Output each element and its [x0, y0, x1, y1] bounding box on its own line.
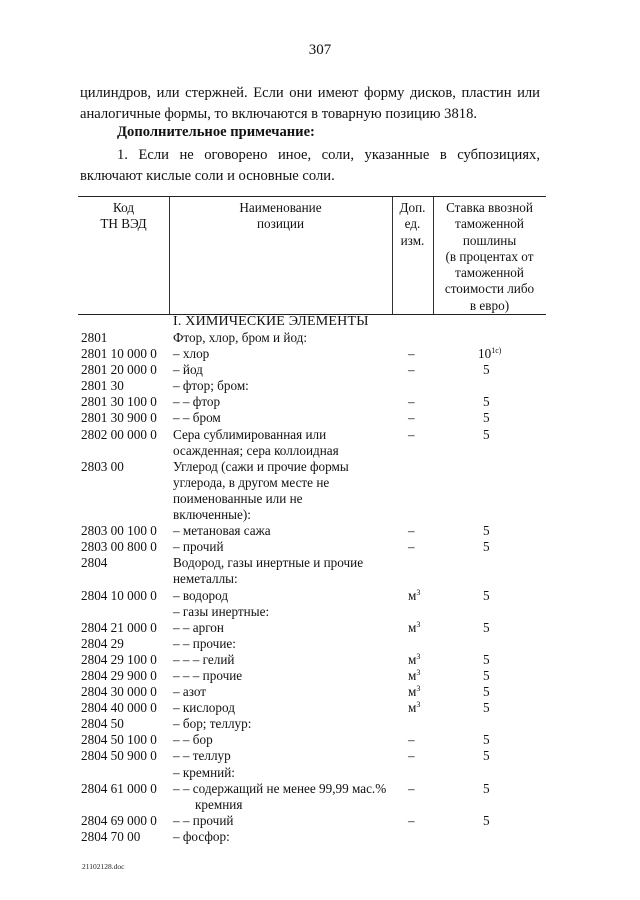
header-code — [78, 200, 169, 233]
row-name: – метановая сажа — [173, 523, 271, 539]
header-rate — [433, 200, 546, 314]
row-code: 2801 30 900 0 — [81, 410, 157, 426]
table-row — [78, 684, 548, 700]
row-code: 2801 10 000 0 — [81, 346, 157, 362]
table-header — [78, 196, 546, 315]
row-code: 2802 00 000 0 — [81, 426, 157, 442]
note-text: 1. Если не оговорено иное, соли, указанные в субпозициях, включают кислые соли и основные соли. — [80, 147, 540, 184]
table-row — [78, 539, 548, 555]
row-unit — [408, 427, 415, 443]
row-rate — [483, 523, 490, 539]
row-code: 2804 69 000 0 — [81, 812, 157, 828]
row-code: 2804 29 900 0 — [81, 667, 157, 683]
header-line: стоимости либо — [444, 281, 535, 297]
row-code: 2801 — [81, 330, 108, 345]
unit-value: – — [408, 362, 415, 378]
row-unit — [408, 394, 415, 410]
row-name: – – аргон — [173, 619, 224, 635]
table-row — [78, 378, 548, 394]
row-code: 2803 00 100 0 — [81, 523, 157, 539]
rate-value: 10 — [478, 346, 492, 362]
row-code: 2801 20 000 0 — [81, 362, 157, 378]
table-row — [78, 813, 548, 829]
row-code: 2804 61 000 0 — [81, 780, 157, 796]
header-unit — [392, 200, 433, 249]
row-code: 2801 30 100 0 — [81, 394, 157, 410]
unit-superscript: 3 — [416, 651, 421, 661]
intro-paragraph — [80, 83, 540, 125]
row-name: – – теллур — [173, 748, 231, 764]
table-row — [78, 620, 548, 636]
row-code: 2804 30 000 0 — [81, 684, 157, 700]
rate-value: 5 — [483, 410, 490, 426]
unit-value: – — [408, 812, 415, 828]
table-row — [78, 700, 548, 716]
row-rate — [483, 732, 490, 748]
rate-value: 5 — [483, 426, 490, 442]
row-name: – прочий — [173, 539, 224, 555]
row-name: Фтор, хлор, бром и йод: — [173, 330, 308, 345]
row-code: 2804 29 — [81, 635, 124, 651]
row-code: 2803 00 — [81, 458, 124, 474]
row-name: Водород, газы инертные и прочие неметаллы: — [173, 555, 364, 587]
row-unit — [408, 346, 415, 362]
row-name: – фтор; бром: — [173, 378, 249, 394]
footer-filename: 21102128.doc — [82, 862, 125, 871]
header-line: Наименование — [239, 200, 322, 215]
table-row — [78, 427, 548, 459]
row-name: – – бром — [173, 410, 221, 426]
header-line: ТН ВЭД — [100, 216, 147, 232]
unit-value: м — [408, 651, 417, 667]
table-row — [78, 410, 548, 426]
row-rate — [483, 620, 490, 636]
unit-superscript: 3 — [416, 700, 421, 710]
rate-value: 5 — [483, 651, 490, 667]
table-row — [78, 829, 548, 845]
row-unit — [408, 652, 420, 668]
row-unit — [408, 781, 415, 797]
unit-value: – — [408, 780, 415, 796]
page-number: 307 — [308, 42, 332, 58]
row-rate — [483, 813, 490, 829]
unit-value: – — [408, 394, 415, 410]
unit-value: – — [408, 426, 415, 442]
row-code: 2803 00 800 0 — [81, 539, 157, 555]
rate-value: 5 — [483, 523, 490, 539]
row-code: 2801 30 — [81, 378, 124, 394]
row-rate — [483, 781, 490, 797]
unit-superscript: 3 — [416, 684, 421, 694]
row-name: – азот — [173, 684, 207, 700]
unit-value: – — [408, 346, 415, 362]
row-code: 2804 40 000 0 — [81, 700, 157, 716]
table-row — [78, 604, 548, 620]
row-rate — [483, 668, 490, 684]
row-rate — [483, 362, 490, 378]
row-rate — [483, 652, 490, 668]
header-name — [169, 200, 392, 233]
unit-value: м — [408, 667, 417, 683]
table-row — [78, 781, 548, 813]
header-line: таможенной — [455, 265, 524, 281]
table-body — [78, 314, 548, 845]
row-code: 2804 50 100 0 — [81, 732, 157, 748]
row-name: – – содержащий не менее 99,99 мас.% кремния — [173, 780, 387, 812]
table-row — [78, 732, 548, 748]
table-row — [78, 588, 548, 604]
row-rate — [483, 427, 490, 443]
row-name: Углерод (сажи и прочие формы углерода, в другом месте не поименованные или не включенные): — [173, 458, 349, 523]
row-name: – йод — [173, 362, 203, 378]
row-code: 2804 70 00 — [81, 828, 141, 844]
table-row — [78, 765, 548, 781]
row-name: – – прочий — [173, 812, 234, 828]
table-row — [78, 636, 548, 652]
unit-superscript: 3 — [416, 587, 421, 597]
header-line: таможенной — [455, 216, 524, 232]
row-unit — [408, 362, 415, 378]
unit-value: – — [408, 539, 415, 555]
row-name: – – – гелий — [173, 651, 235, 667]
unit-value: – — [408, 748, 415, 764]
unit-value: – — [408, 523, 415, 539]
rate-value: 5 — [483, 732, 490, 748]
row-unit — [408, 523, 415, 539]
row-rate — [483, 410, 490, 426]
rate-value: 5 — [483, 587, 490, 603]
header-line: Код — [112, 200, 135, 215]
row-unit — [408, 588, 420, 604]
row-rate — [483, 684, 490, 700]
row-unit — [408, 620, 420, 636]
table-row — [78, 555, 548, 587]
intro-line-2: аналогичные формы, то включаются в товарную позицию 3818. — [80, 106, 478, 122]
row-rate — [483, 748, 490, 764]
row-code: 2804 50 900 0 — [81, 748, 157, 764]
header-line: изм. — [400, 232, 425, 248]
row-name: – – прочие: — [173, 635, 236, 651]
header-line: ед. — [404, 216, 421, 232]
rate-value: 5 — [483, 700, 490, 716]
unit-value: м — [408, 587, 417, 603]
row-container — [78, 330, 548, 845]
header-line: пошлины — [462, 232, 517, 248]
rate-value: 5 — [483, 684, 490, 700]
unit-superscript: 3 — [416, 619, 421, 629]
rate-footnote: 1с) — [491, 346, 502, 356]
table-row — [78, 668, 548, 684]
header-line: в евро) — [469, 297, 510, 313]
rate-value: 5 — [483, 619, 490, 635]
row-unit — [408, 410, 415, 426]
unit-superscript: 3 — [416, 667, 421, 677]
row-rate — [483, 394, 490, 410]
row-unit — [408, 539, 415, 555]
rate-value: 5 — [483, 539, 490, 555]
rate-value: 5 — [483, 780, 490, 796]
row-rate — [483, 700, 490, 716]
rate-value: 5 — [483, 394, 490, 410]
header-line: (в процентах от — [445, 248, 534, 264]
header-line: Доп. — [399, 200, 426, 215]
row-unit — [408, 684, 420, 700]
table-row — [78, 523, 548, 539]
row-code: 2804 29 100 0 — [81, 651, 157, 667]
table-row — [78, 346, 548, 362]
row-unit — [408, 732, 415, 748]
table-row — [78, 652, 548, 668]
header-line: позиции — [256, 216, 305, 232]
table-row — [78, 394, 548, 410]
rate-value: 5 — [483, 667, 490, 683]
row-name: – кислород — [173, 700, 235, 716]
unit-value: м — [408, 619, 417, 635]
unit-value: м — [408, 684, 417, 700]
row-name: – хлор — [173, 346, 210, 362]
row-name: – – фтор — [173, 394, 221, 410]
row-name: – кремний: — [173, 764, 235, 780]
row-name: – водород — [173, 587, 229, 603]
table-row — [78, 716, 548, 732]
header-line: Ставка ввозной — [446, 200, 533, 215]
section-title: I. ХИМИЧЕСКИЕ ЭЛЕМЕНТЫ — [173, 314, 369, 329]
table-row — [78, 748, 548, 764]
rate-value: 5 — [483, 812, 490, 828]
row-code: 2804 21 000 0 — [81, 619, 157, 635]
intro-line-1: цилиндров, или стержней. Если они имеют форму дисков, пластин или — [80, 85, 540, 101]
row-code: 2804 10 000 0 — [81, 587, 157, 603]
row-name: – газы инертные: — [173, 603, 270, 619]
row-code: 2804 — [81, 555, 108, 571]
row-rate — [478, 346, 501, 362]
table-row — [78, 330, 548, 346]
row-name: – – бор — [173, 732, 213, 748]
row-name: Сера сублимированная или осажденная; сера коллоидная — [173, 426, 339, 458]
unit-value: – — [408, 410, 415, 426]
rate-value: 5 — [483, 748, 490, 764]
row-unit — [408, 813, 415, 829]
rate-value: 5 — [483, 362, 490, 378]
row-unit — [408, 700, 420, 716]
row-rate — [483, 588, 490, 604]
unit-value: – — [408, 732, 415, 748]
note-heading: Дополнительное примечание: — [117, 124, 315, 140]
row-name: – бор; теллур: — [173, 716, 252, 732]
row-code: 2804 50 — [81, 716, 124, 732]
row-rate — [483, 539, 490, 555]
row-name: – – – прочие — [173, 667, 243, 683]
row-unit — [408, 668, 420, 684]
table-row — [78, 459, 548, 523]
row-unit — [408, 748, 415, 764]
row-name: – фосфор: — [173, 828, 230, 844]
unit-value: м — [408, 700, 417, 716]
table-row — [78, 362, 548, 378]
